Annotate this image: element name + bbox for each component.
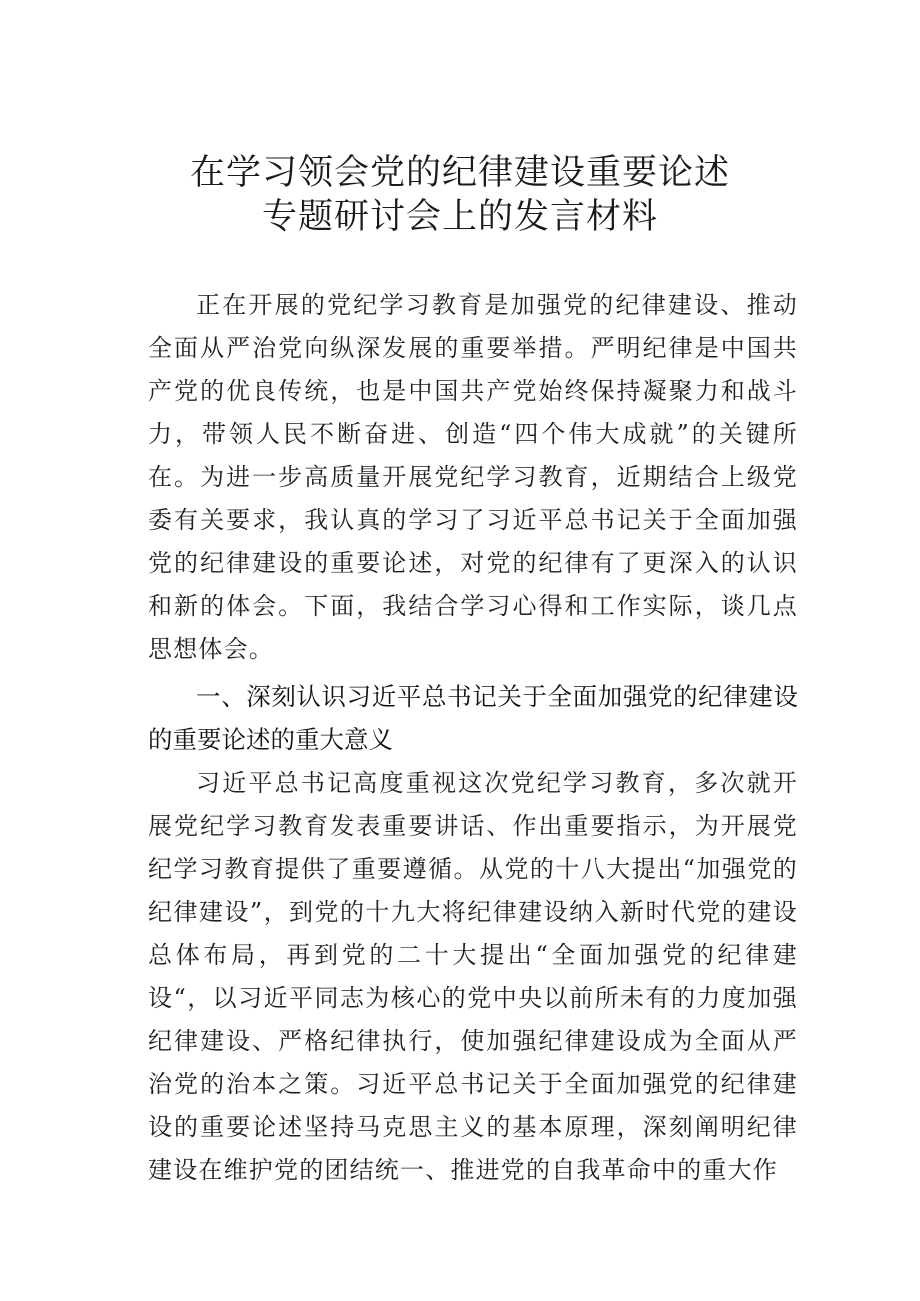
intro-paragraph: 正在开展的党纪学习教育是加强党的纪律建设、推动全面从严治党向纵深发展的重要举措。严明纪律是中国共产党的优良传统，也是中国共产党始终保持凝聚力和战斗力，带领人民不断奋进、创造“四个伟大成就”的关键所在。为进一步高质量开展党纪学习教育，近期结合上级党委有关要求，我认真的学习了习近平总书记关于全面加强党的纪律建设的重要论述，对党的纪律有了更深入的认识和新的体会。下面，我结合学习心得和工作实际，谈几点思想体会。 (148, 291, 798, 663)
document-body (148, 284, 798, 1192)
section-1-heading: 一、深刻认识习近平总书记关于全面加强党的纪律建设的重要论述的重大意义 (148, 682, 798, 754)
document-title-line-1: 在学习领会党的纪律建设重要论述 (189, 153, 730, 193)
section-1-paragraph: 习近平总书记高度重视这次党纪学习教育，多次就开展党纪学习教育发表重要讲话、作出重要指示，为开展党纪学习教育提供了重要遵循。从党的十八大提出“加强党的纪律建设”，到党的十九大将纪律建设纳入新时代党的建设总体布局，再到党的二十大提出“全面加强党的纪律建设“，以习近平同志为核心的党中央以前所未有的力度加强纪律建设、严格纪律执行，使加强纪律建设成为全面从严治党的治本之策。习近平总书记关于全面加强党的纪律建设的重要论述坚持马克思主义的基本原理，深刻阐明纪律建设在维护党的团结统一、推进党的自我革命中的重大作 (148, 769, 798, 1184)
document-title-line-2: 专题研讨会上的发言材料 (261, 197, 658, 237)
